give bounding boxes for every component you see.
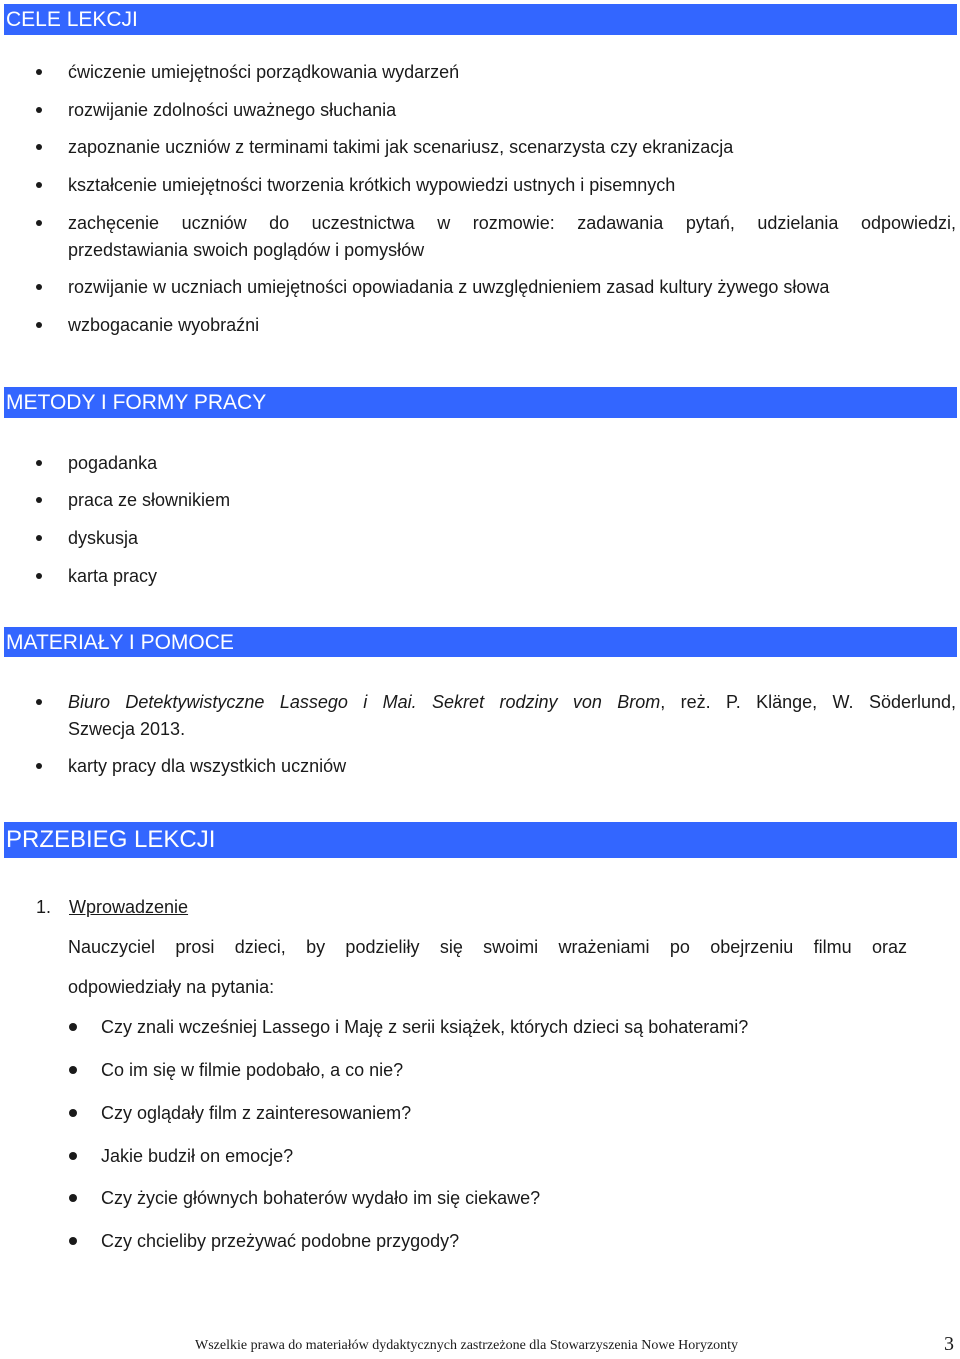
intro-text-line: odpowiedziały na pytania: <box>68 977 275 997</box>
list-item-text: rozwijanie zdolności uważnego słuchania <box>68 100 397 120</box>
list-item-text: zachęcenie uczniów do uczestnictwa w rozmowie: zadawania pytań, udzielania odpowiedzi, <box>68 213 956 233</box>
bullet-icon <box>69 1109 77 1117</box>
question-text: Czy życie głównych bohaterów wydało im się ciekawe? <box>101 1188 541 1208</box>
section-header-cele-lekcji <box>4 4 957 35</box>
question-text: Czy oglądały film z zainteresowaniem? <box>101 1103 412 1123</box>
section-title: MATERIAŁY I POMOCE <box>6 630 234 654</box>
list-item-text: rozwijanie w uczniach umiejętności opowiadania z uwzględnieniem zasad kultury żywego słowa <box>68 277 830 297</box>
page-number: 3 <box>944 1333 954 1355</box>
question-text: Czy znali wcześniej Lassego i Maję z serii książek, których dzieci są bohaterami? <box>101 1017 749 1037</box>
bullet-icon <box>69 1194 77 1202</box>
bullet-icon <box>36 69 42 75</box>
bullet-icon <box>36 220 42 226</box>
bullet-icon <box>36 460 42 466</box>
bullet-icon <box>36 107 42 113</box>
bullet-icon <box>36 535 42 541</box>
film-title: Biuro Detektywistyczne Lassego i Mai. Sekret rodziny von Brom <box>68 692 661 712</box>
footer-copyright: Wszelkie prawa do materiałów dydaktycznych zastrzeżone dla Stowarzyszenia Nowe Horyzonty <box>195 1338 739 1353</box>
bullet-icon <box>36 322 42 328</box>
bullet-icon <box>36 763 42 769</box>
list-item-text: dyskusja <box>68 528 139 548</box>
list-item-text: ćwiczenie umiejętności porządkowania wydarzeń <box>68 62 460 82</box>
list-item-text: kształcenie umiejętności tworzenia krótkich wypowiedzi ustnych i pisemnych <box>68 175 676 195</box>
step-number: 1. <box>36 897 52 917</box>
section-title: METODY I FORMY PRACY <box>6 391 267 414</box>
bullet-icon <box>36 699 42 705</box>
list-item-text <box>68 689 956 716</box>
list-item-text: zapoznanie uczniów z terminami takimi jak scenariusz, scenarzysta czy ekranizacja <box>68 137 734 157</box>
list-item-text: pogadanka <box>68 453 158 473</box>
bullet-icon <box>69 1152 77 1160</box>
list-item-text: karty pracy dla wszystkich uczniów <box>68 756 347 776</box>
bullet-icon <box>69 1237 77 1245</box>
bullet-icon <box>36 573 42 579</box>
section-header-metody-i-formy-pracy <box>4 387 957 418</box>
list-item-text: praca ze słownikiem <box>68 490 231 510</box>
question-text: Czy chcieliby przeżywać podobne przygody? <box>101 1231 460 1251</box>
section-title: PRZEBIEG LEKCJI <box>6 826 216 853</box>
question-text: Co im się w filmie podobało, a co nie? <box>101 1060 404 1080</box>
question-text: Jakie budził on emocje? <box>101 1146 294 1166</box>
intro-text-line: Nauczyciel prosi dzieci, by podzieliły się swoimi wrażeniami po obejrzeniu filmu oraz <box>68 937 907 957</box>
bullet-icon <box>36 182 42 188</box>
section-header-przebieg-lekcji <box>4 822 957 858</box>
list-item-text: Szwecja 2013. <box>68 719 186 739</box>
section-title: CELE LEKCJI <box>6 8 138 31</box>
section-header-materialy-i-pomoce <box>4 627 957 657</box>
bullet-icon <box>69 1023 77 1031</box>
film-credits: , reż. P. Klänge, W. Söderlund, <box>660 692 957 712</box>
list-item-text: karta pracy <box>68 566 158 586</box>
step-title: Wprowadzenie <box>69 897 189 917</box>
bullet-icon <box>36 144 42 150</box>
list-item-text: przedstawiania swoich poglądów i pomysłów <box>68 240 425 260</box>
bullet-icon <box>36 284 42 290</box>
bullet-icon <box>36 497 42 503</box>
list-item-text: wzbogacanie wyobraźni <box>68 315 260 335</box>
bullet-icon <box>69 1066 77 1074</box>
